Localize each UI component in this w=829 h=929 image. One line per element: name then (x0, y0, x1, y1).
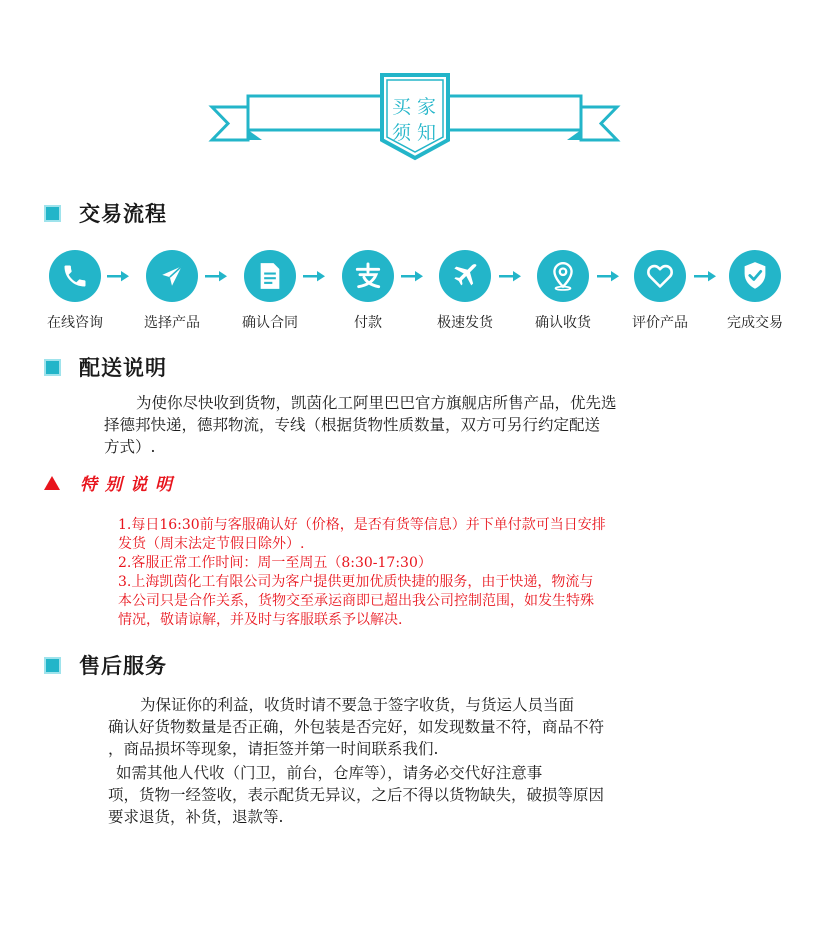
section-heading-after-sales (44, 650, 167, 680)
flow-step (318, 250, 418, 332)
text-line: 项，货物一经签收，表示配货无异议，之后不得以货物缺失，破损等原因 (108, 786, 605, 804)
flow-step (513, 250, 613, 332)
section-title: 交易流程 (79, 202, 167, 226)
flow-step (25, 250, 125, 332)
flow-step-label: 确认收货 (535, 315, 591, 331)
alipay-icon (342, 250, 394, 302)
special-title: 特别说明 (80, 475, 180, 495)
flow-step (220, 250, 320, 332)
flow-step-label: 确认合同 (242, 315, 298, 331)
text-line: 为使你尽快收到货物，凯茵化工阿里巴巴官方旗舰店所售产品，优先选 (136, 394, 617, 412)
square-bullet-icon (44, 657, 61, 674)
header-banner (0, 0, 829, 170)
note-line: 2.客服正常工作时间：周一至周五（8:30-17:30） (118, 555, 432, 571)
delivery-description (104, 392, 744, 458)
note-line: 本公司只是合作关系，货物交至承运商即已超出我公司控制范围，如发生特殊 (118, 593, 594, 609)
shield-check-icon (729, 250, 781, 302)
text-line: 要求退货，补货，退款等. (108, 808, 284, 826)
process-flow (0, 250, 829, 340)
airplane-icon (439, 250, 491, 302)
note-line: 3.上海凯茵化工有限公司为客户提供更加优质快捷的服务，由于快递，物流与 (118, 574, 594, 590)
paper-plane-icon (146, 250, 198, 302)
phone-icon (49, 250, 101, 302)
document-icon (244, 250, 296, 302)
text-line: 确认好货物数量是否正确，外包装是否完好，如发现数量不符，商品不符 (108, 718, 605, 736)
section-title: 售后服务 (79, 654, 167, 678)
text-line: 为保证你的利益，收货时请不要急于签字收货，与货运人员当面 (140, 696, 575, 714)
after-sales-description (108, 694, 748, 828)
warning-triangle-icon (44, 476, 60, 490)
note-line: 发货（周末法定节假日除外）. (118, 536, 305, 552)
text-line: 择德邦快递，德邦物流，专线（根据货物性质数量，双方可另行约定配送 (104, 416, 601, 434)
text-line: ，商品损坏等现象，请拒签并第一时间联系我们. (108, 740, 439, 758)
badge-title-line1: 买家 (391, 96, 442, 118)
special-notes (118, 516, 728, 630)
flow-step (610, 250, 710, 332)
section-heading-delivery (44, 352, 167, 382)
flow-step-label: 评价产品 (632, 315, 688, 331)
section-heading-trade-process (44, 198, 167, 228)
flow-step-label: 完成交易 (727, 315, 783, 331)
square-bullet-icon (44, 205, 61, 222)
flow-step (122, 250, 222, 332)
flow-step-label: 付款 (354, 315, 382, 331)
note-line: 1.每日16:30前与客服确认好（价格，是否有货等信息）并下单付款可当日安排 (118, 517, 606, 533)
flow-step (705, 250, 805, 332)
text-line: 如需其他人代收（门卫，前台，仓库等），请务必交代好注意事 (116, 764, 543, 782)
heart-icon (634, 250, 686, 302)
flow-step-label: 选择产品 (144, 315, 200, 331)
badge-title-line2: 须知 (391, 122, 442, 144)
section-heading-special (44, 470, 180, 495)
note-line: 情况，敬请谅解，并及时与客服联系予以解决. (118, 612, 403, 628)
flow-step-label: 在线咨询 (47, 315, 103, 331)
flow-step (415, 250, 515, 332)
square-bullet-icon (44, 359, 61, 376)
section-title: 配送说明 (79, 356, 167, 380)
location-pin-icon (537, 250, 589, 302)
text-line: 方式）. (104, 438, 156, 456)
flow-step-label: 极速发货 (437, 315, 493, 331)
